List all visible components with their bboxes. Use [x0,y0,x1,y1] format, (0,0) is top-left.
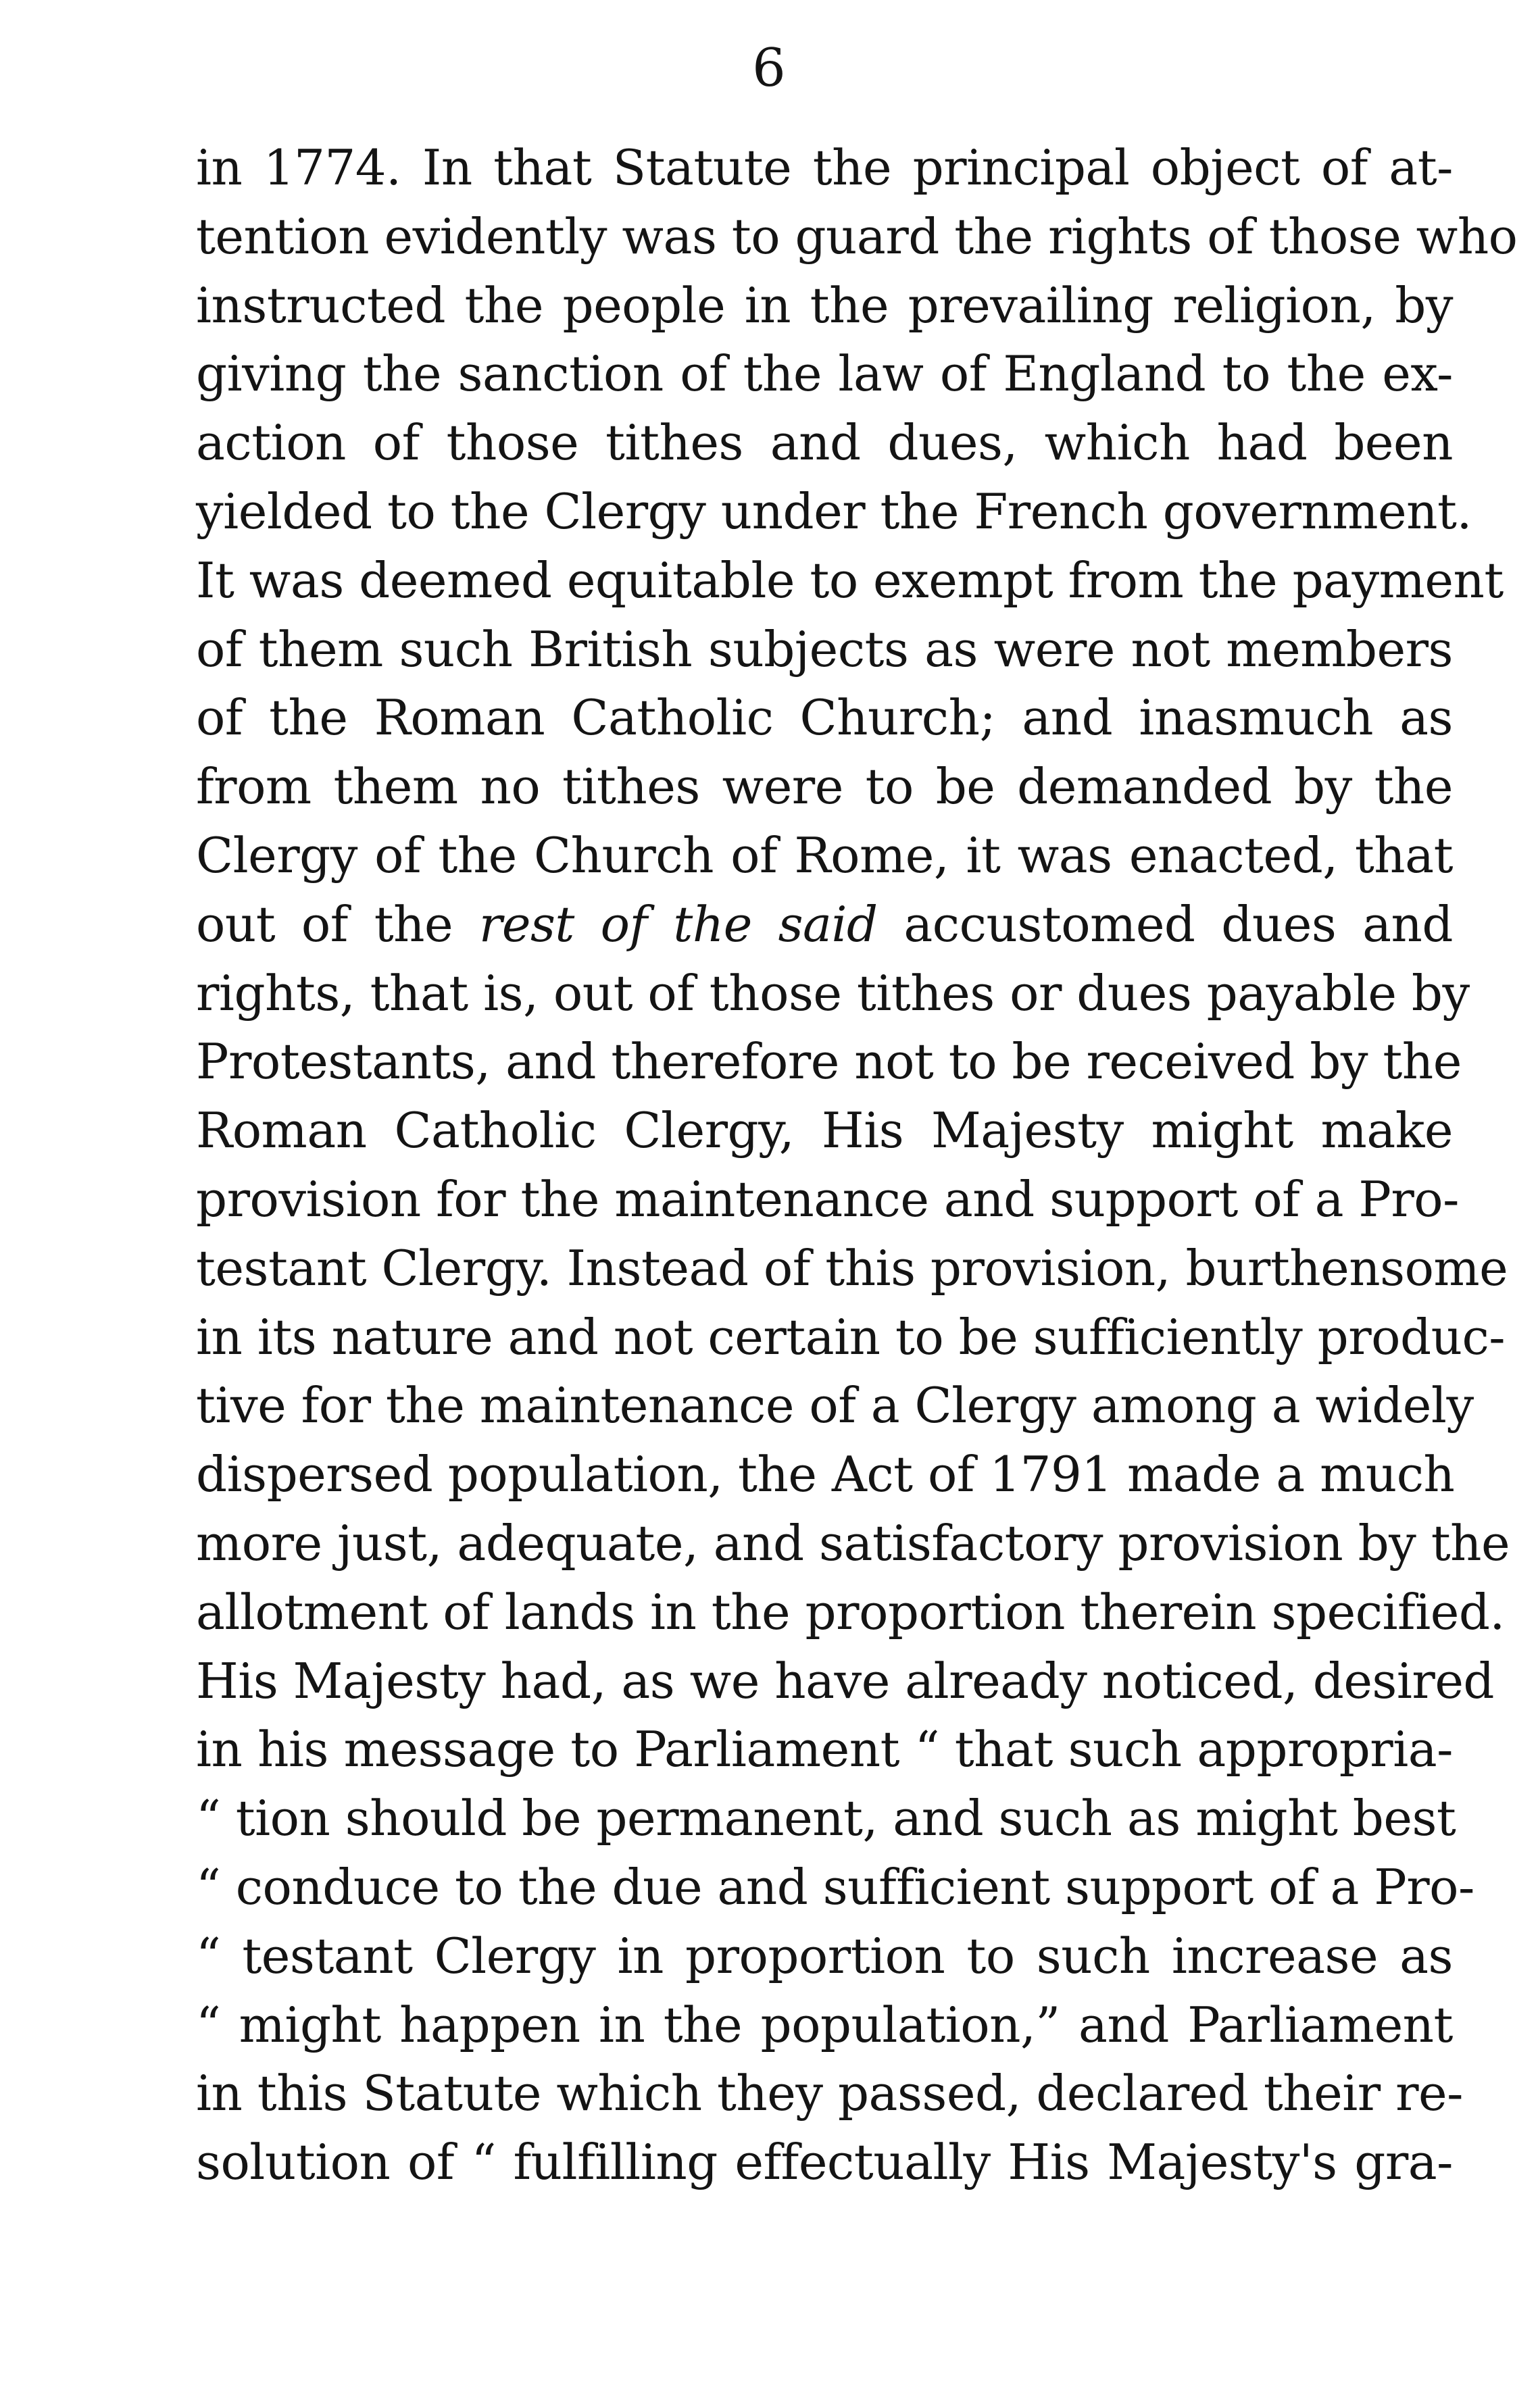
text-line: provision for the maintenance and support of a Pro- [196,1170,1459,1228]
text-line: in 1774. In that Statute the principal object of at- [196,139,1453,196]
text-line: in this Statute which they passed, declared their re- [196,2065,1463,2122]
text-line: from them no tithes were to be demanded by the [196,758,1453,816]
text-line: tention evidently was to guard the rights of those who [196,207,1518,265]
page-number: 6 [752,38,786,99]
text-line: “ testant Clergy in proportion to such increase as [196,1927,1453,1984]
italic-phrase: rest of the said [478,895,878,953]
text-line: “ might happen in the population,” and Parliament [196,1996,1453,2053]
text-line: of the Roman Catholic Church; and inasmuch as [196,689,1453,747]
text-line: in his message to Parliament “ that such appropria- [196,1721,1453,1778]
text-line: action of those tithes and dues, which had been [196,414,1453,472]
text-line: Clergy of the Church of Rome, it was enacted, that [196,826,1453,884]
text-line: Roman Catholic Clergy, His Majesty might make [196,1102,1453,1159]
body-text [196,134,1518,2197]
text-line: of them such British subjects as were not members [196,620,1453,678]
text-segment: accustomed dues and [877,895,1453,953]
text-line: His Majesty had, as we have already noticed, desired [196,1652,1495,1709]
text-line: solution of “ fulfilling effectually His Majesty's gra- [196,2134,1453,2191]
text-line: instructed the people in the prevailing religion, by [196,276,1453,334]
text-line: in its nature and not certain to be sufficiently produc- [196,1308,1506,1365]
text-line: “ tion should be permanent, and such as might best [196,1790,1456,1847]
text-line: allotment of lands in the proportion therein specified. [196,1583,1505,1640]
text-line: more just, adequate, and satisfactory provision by the [196,1514,1510,1572]
text-line: dispersed population, the Act of 1791 made a much [196,1446,1455,1503]
text-line-with-italic [196,891,1453,959]
text-line: rights, that is, out of those tithes or dues payable by [196,964,1470,1022]
text-line: giving the sanction of the law of England to the ex- [196,345,1453,403]
text-line: tive for the maintenance of a Clergy among a widely [196,1377,1474,1434]
text-line: Protestants, and therefore not to be received by the [196,1033,1462,1090]
text-line: It was deemed equitable to exempt from the payment [196,551,1504,609]
text-line: “ conduce to the due and sufficient support of a Pro- [196,1858,1474,1915]
text-line: yielded to the Clergy under the French government. [196,482,1472,540]
text-segment: out of the [196,895,479,953]
text-line: testant Clergy. Instead of this provision, burthensome [196,1239,1508,1297]
